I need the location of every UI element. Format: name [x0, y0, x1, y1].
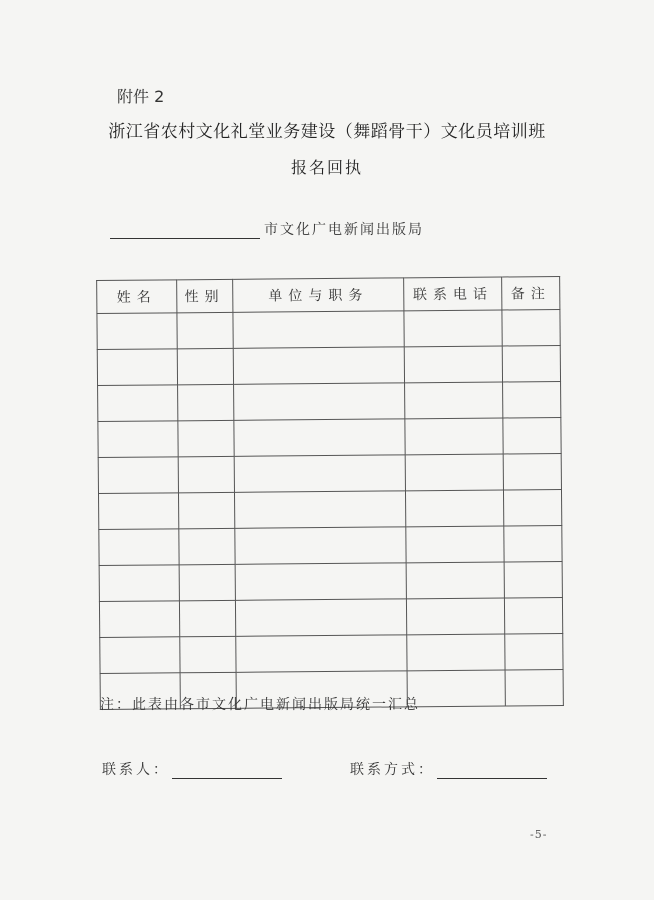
table-cell[interactable]	[99, 529, 179, 566]
table-cell[interactable]	[505, 633, 563, 670]
table-cell[interactable]	[177, 348, 233, 384]
table-body	[97, 309, 563, 709]
table-cell[interactable]	[177, 384, 233, 420]
table-cell[interactable]	[179, 600, 235, 636]
table-cell[interactable]	[503, 453, 561, 490]
table-row	[100, 633, 563, 673]
table-cell[interactable]	[504, 525, 562, 562]
table-cell[interactable]	[502, 309, 560, 346]
table-cell[interactable]	[505, 669, 563, 706]
table-cell[interactable]	[178, 420, 234, 456]
header-phone: 联系电话	[404, 277, 502, 311]
table-cell[interactable]	[233, 311, 405, 348]
table-cell[interactable]	[178, 492, 234, 528]
table-cell[interactable]	[407, 670, 505, 707]
table-cell[interactable]	[180, 636, 236, 672]
table-cell[interactable]	[179, 564, 235, 600]
table-cell[interactable]	[406, 526, 504, 563]
table-row	[97, 345, 560, 385]
registration-table	[96, 276, 564, 710]
table-cell[interactable]	[234, 419, 406, 456]
table-row	[99, 561, 562, 601]
table-cell[interactable]	[97, 313, 177, 350]
table-cell[interactable]	[406, 490, 504, 527]
bureau-blank	[110, 224, 260, 239]
table-cell[interactable]	[405, 418, 503, 455]
table-cell[interactable]	[97, 349, 177, 386]
contact-method-label: 联系方式：	[350, 762, 435, 778]
page-number: -5-	[530, 828, 548, 841]
table-cell[interactable]	[235, 599, 407, 636]
table-cell[interactable]	[98, 493, 178, 530]
table-cell[interactable]	[503, 417, 561, 454]
document-title: 浙江省农村文化礼堂业务建设（舞蹈骨干）文化员培训班	[108, 122, 546, 142]
table-cell[interactable]	[406, 562, 504, 599]
table-cell[interactable]	[502, 345, 560, 382]
table-row	[98, 489, 561, 529]
table-cell[interactable]	[179, 528, 235, 564]
table-cell[interactable]	[100, 637, 180, 674]
contact-method-blank	[437, 764, 547, 779]
contact-person	[102, 759, 282, 779]
bureau-label: 市文化广电新闻出版局	[264, 222, 424, 238]
table-cell[interactable]	[504, 561, 562, 598]
table-cell[interactable]	[99, 601, 179, 638]
table-row	[98, 381, 561, 421]
table-cell[interactable]	[233, 383, 405, 420]
table-cell[interactable]	[178, 456, 234, 492]
table-cell[interactable]	[404, 310, 502, 347]
table-cell[interactable]	[99, 565, 179, 602]
contact-person-blank	[172, 764, 282, 779]
table-row	[98, 453, 561, 493]
contact-person-label: 联系人：	[102, 762, 170, 778]
table-row	[99, 525, 562, 565]
table-cell[interactable]	[235, 527, 407, 564]
table-cell[interactable]	[233, 347, 405, 384]
table-cell[interactable]	[405, 454, 503, 491]
contact-method	[350, 759, 547, 779]
header-unit-position: 单位与职务	[232, 278, 404, 312]
table-cell[interactable]	[235, 635, 407, 672]
attachment-label: 附件 2	[117, 87, 165, 106]
bureau-line	[110, 219, 424, 239]
table-cell[interactable]	[407, 598, 505, 635]
table-cell[interactable]	[234, 455, 406, 492]
document-subtitle: 报名回执	[290, 158, 363, 177]
table-cell[interactable]	[504, 489, 562, 526]
header-gender: 性别	[176, 279, 232, 312]
table-row	[98, 417, 561, 457]
table-cell[interactable]	[234, 491, 406, 528]
table-header-row	[97, 276, 560, 313]
table-cell[interactable]	[98, 385, 178, 422]
table-cell[interactable]	[405, 382, 503, 419]
table-cell[interactable]	[407, 634, 505, 671]
table-cell[interactable]	[235, 563, 407, 600]
table-cell[interactable]	[503, 381, 561, 418]
header-name: 姓名	[97, 280, 177, 314]
table-cell[interactable]	[98, 421, 178, 458]
header-remarks: 备注	[502, 276, 560, 310]
footnote: 注：此表由各市文化广电新闻出版局统一汇总	[100, 697, 420, 713]
table-cell[interactable]	[177, 312, 233, 348]
table-row	[97, 309, 560, 349]
table-cell[interactable]	[405, 346, 503, 383]
table-cell[interactable]	[504, 597, 562, 634]
table-cell[interactable]	[98, 457, 178, 494]
table-row	[99, 597, 562, 637]
